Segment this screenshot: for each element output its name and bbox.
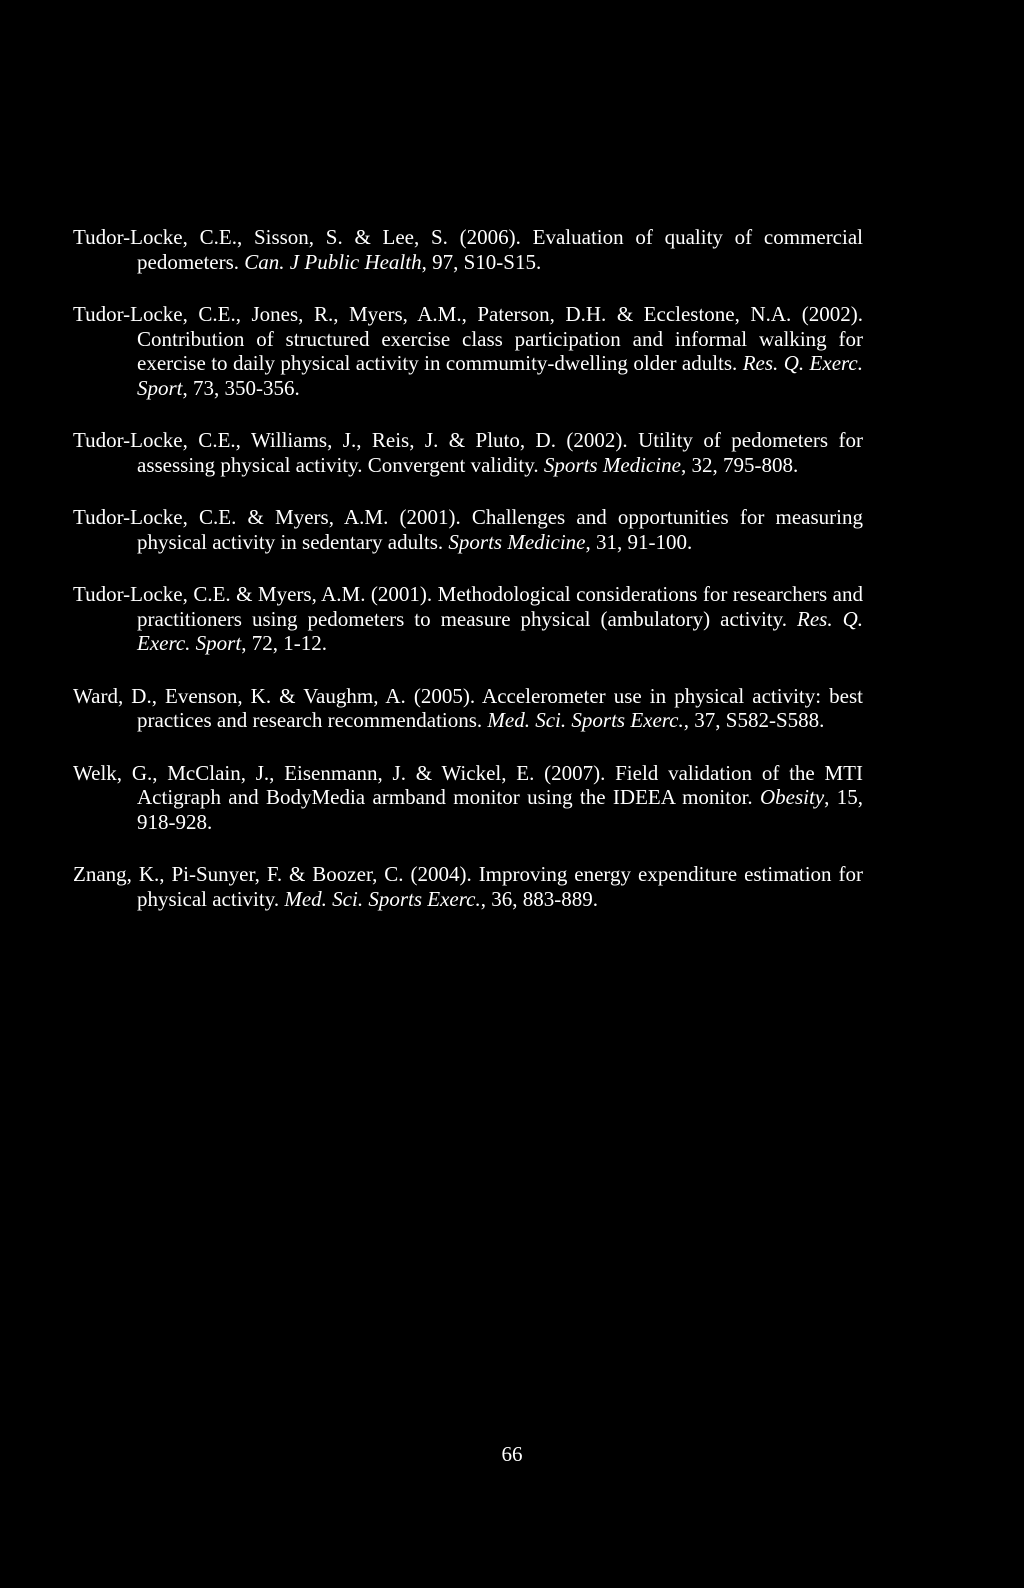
reference-details: , 72, 1-12. xyxy=(241,631,327,655)
reference-journal: Med. Sci. Sports Exerc. xyxy=(487,708,684,732)
reference-authors: Tudor-Locke, C.E., Jones, R., Myers, A.M., Paterson, D.H. & Ecclestone, N.A. (2002). xyxy=(73,302,863,326)
reference-entry xyxy=(73,761,863,835)
reference-details: , 37, S582-S588. xyxy=(683,708,825,732)
reference-journal: Obesity xyxy=(760,785,825,809)
reference-details: , 31, 91-100. xyxy=(585,529,693,554)
reference-entry xyxy=(73,582,863,656)
reference-journal: Sports Medicine xyxy=(448,529,586,554)
reference-journal: Res. Q. Exerc. Sport xyxy=(137,351,863,400)
reference-title: Contribution of structured exercise class participation and informal walking for exercise to daily physical activity in commumity-dwelling older adults. xyxy=(137,326,863,375)
reference-journal: Sports Medicine xyxy=(543,452,681,477)
reference-entry xyxy=(73,505,863,554)
reference-list xyxy=(73,225,863,911)
reference-title: Accelerometer use in physical activity: best practices and research recommendations. xyxy=(137,683,863,732)
reference-authors: Tudor-Locke, C.E., Sisson, S. & Lee, S. (2006). xyxy=(73,225,533,249)
reference-authors: Tudor-Locke, C.E. & Myers, A.M. (2001). xyxy=(73,582,438,606)
reference-details: , 97, S10-S15. xyxy=(421,249,542,274)
reference-entry xyxy=(73,684,863,733)
reference-journal: Res. Q. Exerc. Sport xyxy=(137,606,863,655)
reference-title: Challenges and opportunities for measuring physical activity in sedentary adults. xyxy=(137,505,863,554)
reference-title: Evaluation of quality of commercial pedometers. xyxy=(137,225,863,274)
reference-entry xyxy=(73,862,863,911)
reference-title: Utility of pedometers for assessing physical activity. Convergent validity. xyxy=(137,428,863,477)
reference-authors: Tudor-Locke, C.E., Williams, J., Reis, J. & Pluto, D. (2002). xyxy=(73,428,639,452)
reference-title: Methodological considerations for researchers and practitioners using pedometers to measure physical (ambulatory) activity. xyxy=(137,582,863,631)
reference-entry xyxy=(73,225,863,274)
reference-title: Field validation of the MTI Actigraph and BodyMedia armband monitor using the IDEEA monitor. xyxy=(137,760,863,809)
reference-details: , 32, 795-808. xyxy=(680,452,799,477)
reference-authors: Tudor-Locke, C.E. & Myers, A.M. (2001). xyxy=(73,505,472,529)
reference-entry xyxy=(73,302,863,400)
reference-journal: Med. Sci. Sports Exerc. xyxy=(284,886,481,911)
reference-authors: Znang, K., Pi-Sunyer, F. & Boozer, C. (2004). xyxy=(73,862,479,886)
reference-details: , 36, 883-889. xyxy=(480,886,598,911)
page-number: 66 xyxy=(501,1442,523,1466)
reference-details: , 73, 350-356. xyxy=(182,375,300,400)
reference-entry xyxy=(73,428,863,477)
reference-authors: Welk, G., McClain, J., Eisenmann, J. & Wickel, E. (2007). xyxy=(73,760,616,785)
reference-authors: Ward, D., Evenson, K. & Vaughm, A. (2005). xyxy=(73,683,483,708)
reference-title: Improving energy expenditure estimation for physical activity. xyxy=(137,862,863,911)
reference-details: , 15, 918-928. xyxy=(137,785,864,834)
reference-journal: Can. J Public Health xyxy=(244,249,422,274)
